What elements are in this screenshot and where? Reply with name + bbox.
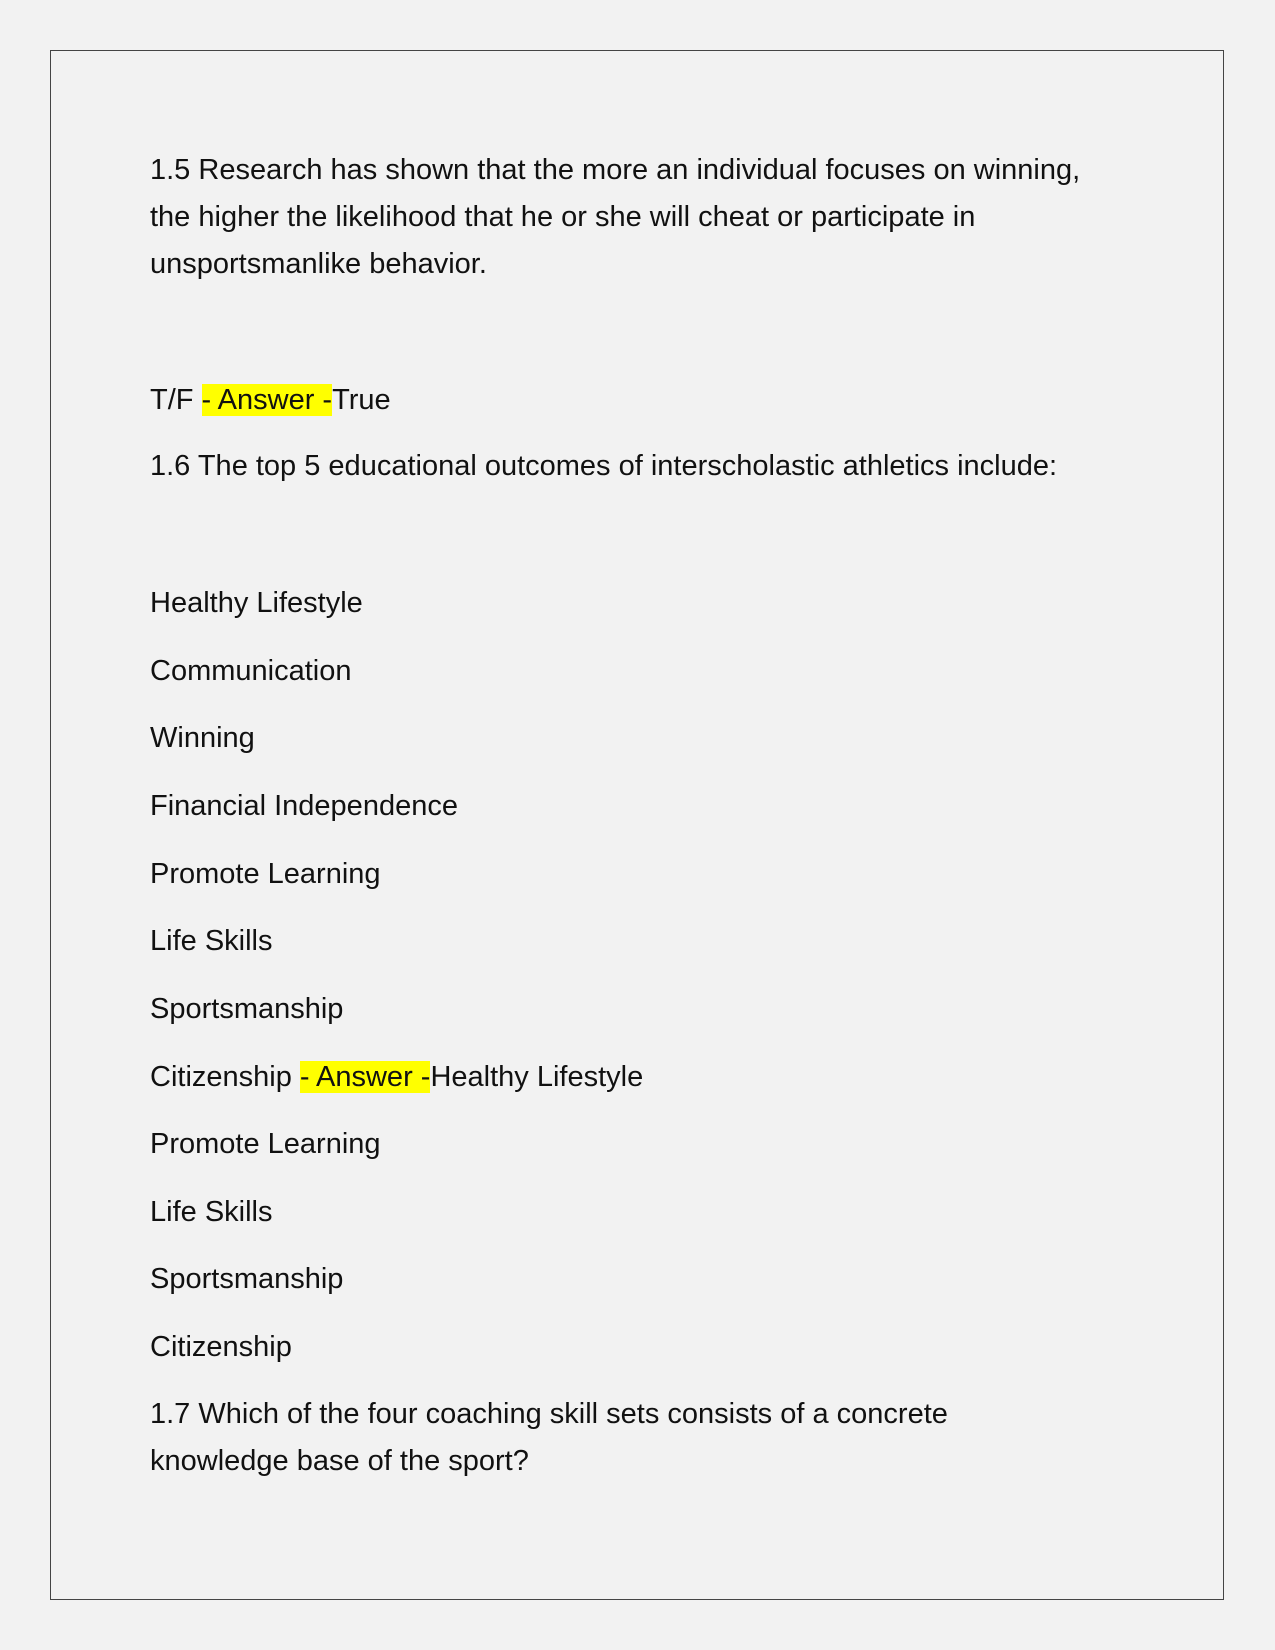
option-communication: Communication [150,655,352,687]
option-financial-independence: Financial Independence [150,790,458,822]
answer-value: True [332,384,391,416]
answer-item: Healthy Lifestyle [430,1061,644,1093]
answer-item: Life Skills [150,1196,273,1228]
option-life-skills: Life Skills [150,925,273,957]
answer-item: Sportsmanship [150,1263,344,1295]
option-healthy-lifestyle: Healthy Lifestyle [150,587,363,619]
question-1-5-line-3: unsportsmanlike behavior. [150,248,487,280]
answer-item: Citizenship [150,1331,292,1363]
question-1-6: 1.6 The top 5 educational outcomes of interscholastic athletics include: [150,450,1058,482]
question-1-5-line-2: the higher the likelihood that he or she will cheat or participate in [150,201,976,233]
answer-1-5 [150,377,391,424]
answer-marker-highlight: - Answer - [201,384,333,416]
answer-prefix: T/F [150,384,202,416]
question-1-5-line-1: 1.5 Research has shown that the more an individual focuses on winning, [150,154,1081,186]
option-citizenship: Citizenship [150,1061,300,1093]
answer-marker-highlight: - Answer - [299,1061,431,1093]
answer-item: Promote Learning [150,1128,381,1160]
question-1-7-line-2: knowledge base of the sport? [150,1445,529,1477]
option-winning: Winning [150,722,255,754]
option-sportsmanship: Sportsmanship [150,993,344,1025]
option-citizenship-with-answer [150,1054,643,1101]
question-1-7-line-1: 1.7 Which of the four coaching skill sets consists of a concrete [150,1398,948,1430]
option-promote-learning: Promote Learning [150,858,381,890]
